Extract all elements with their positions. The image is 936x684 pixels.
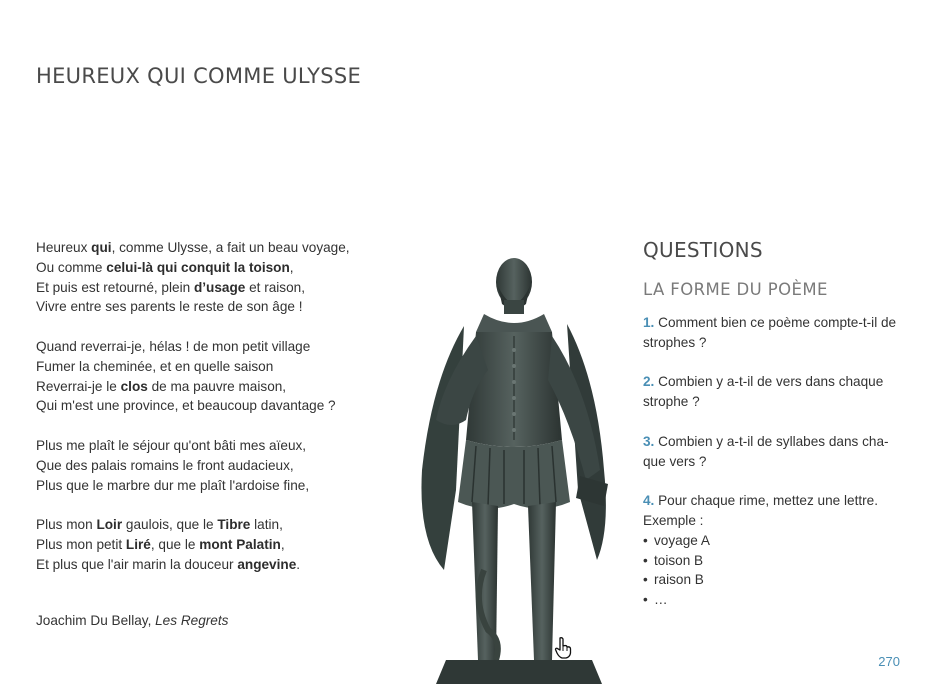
line-text: et raison, (245, 279, 306, 295)
highlighted-word: clos (120, 378, 148, 394)
line-text: , (289, 259, 294, 275)
poem-attribution (36, 613, 228, 628)
poem-line (36, 357, 396, 377)
question-number: 1. (643, 315, 655, 330)
poem-text (36, 238, 396, 594)
page-number: 270 (878, 654, 900, 669)
poem-line (36, 297, 396, 317)
poem-stanza (36, 238, 396, 317)
highlighted-word: d’usage (193, 279, 246, 295)
question-item (643, 372, 903, 412)
line-text: gaulois, que le (122, 517, 218, 533)
line-text: Plus que le marbre dur me plaît l'ardoise fine, (36, 477, 310, 493)
poem-line (36, 278, 396, 298)
question-text: Comment bien ce poème compte-t-il de strophes ? (643, 315, 897, 350)
line-text: . (296, 556, 301, 572)
poem-stanza (36, 436, 396, 495)
line-text: Heureux (36, 240, 92, 255)
highlighted-word: mont Palatin (199, 536, 281, 552)
questions-subtitle: LA FORME DU POÈME (643, 280, 828, 299)
line-text: Reverrai-je le (36, 378, 121, 394)
question-number: 4. (643, 493, 655, 509)
line-text: de ma pauvre maison, (147, 378, 287, 394)
rhyme-example-item (643, 531, 903, 551)
line-text: Vivre entre ses parents le reste de son âge ! (36, 299, 303, 315)
line-text: Ou comme (36, 259, 107, 275)
line-text: , (280, 536, 285, 552)
line-text: Plus me plaît le séjour qu'ont bâti mes aïeux, (36, 437, 307, 453)
highlighted-word: Tibre (217, 517, 251, 533)
line-text: Plus mon (36, 517, 97, 533)
page-title: HEUREUX QUI COMME ULYSSE (36, 64, 362, 88)
poem-line (36, 396, 396, 416)
poem-line (36, 436, 396, 456)
highlighted-word: qui (91, 240, 112, 255)
question-text: Combien y a-t-il de vers dans chaque strophe ? (643, 374, 884, 410)
line-text: , comme Ulysse, a fait un beau voyage, (111, 240, 350, 255)
highlighted-word: celui-là qui conquit la toison (106, 259, 290, 275)
highlighted-word: Liré (125, 536, 151, 552)
line-text: Fumer la cheminée, et en quelle saison (36, 358, 274, 374)
line-text: Plus mon petit (36, 536, 126, 552)
question-text: Pour chaque rime, mettez une lettre. Exemple : (643, 493, 878, 528)
question-item (643, 313, 903, 353)
hand-pointer-icon (553, 636, 573, 660)
line-text: , que le (150, 536, 200, 552)
rhyme-example-list (643, 531, 903, 610)
question-number: 3. (643, 433, 655, 449)
line-text: Et plus que l'air marin la douceur (36, 556, 238, 572)
question-item (643, 432, 903, 472)
line-text: Que des palais romains le front audacieux, (36, 457, 294, 473)
bullet-icon: • (643, 552, 648, 568)
poem-line (36, 456, 396, 476)
question-item (643, 491, 903, 531)
poem-line (36, 377, 396, 397)
line-text: Quand reverrai-je, hélas ! de mon petit village (36, 338, 311, 354)
line-text: Qui m'est une province, et beaucoup davantage ? (36, 398, 336, 414)
poem-stanza (36, 337, 396, 416)
question-list (643, 313, 903, 531)
bullet-icon: • (643, 592, 648, 608)
questions-panel (643, 238, 903, 610)
statue-image (392, 240, 632, 684)
highlighted-word: Loir (96, 517, 123, 533)
work-title: Les Regrets (155, 613, 229, 628)
poem-line (36, 258, 396, 278)
line-text: Et puis est retourné, plein (36, 279, 194, 295)
rhyme-example-item (643, 551, 903, 571)
poem-line (36, 238, 396, 258)
poem-line (36, 555, 396, 575)
poem-stanza (36, 515, 396, 574)
line-text: latin, (250, 517, 283, 533)
rhyme-example-text: voyage A (654, 532, 710, 548)
rhyme-example-text: toison B (654, 552, 704, 568)
rhyme-example-item (643, 590, 903, 610)
poem-line (36, 337, 396, 357)
question-text: Combien y a-t-il de syllabes dans cha-que vers ? (643, 433, 889, 469)
bullet-icon: • (643, 572, 648, 588)
poem-line (36, 476, 396, 496)
highlighted-word: angevine (237, 556, 297, 572)
poem-line (36, 535, 396, 555)
poem-line (36, 515, 396, 535)
bullet-icon: • (643, 532, 648, 548)
author-name: Joachim Du Bellay, (36, 613, 156, 628)
questions-title: QUESTIONS (643, 238, 763, 262)
rhyme-example-item (643, 570, 903, 590)
rhyme-example-text: raison B (654, 572, 704, 588)
question-number: 2. (643, 374, 655, 390)
rhyme-example-text: … (654, 592, 668, 608)
